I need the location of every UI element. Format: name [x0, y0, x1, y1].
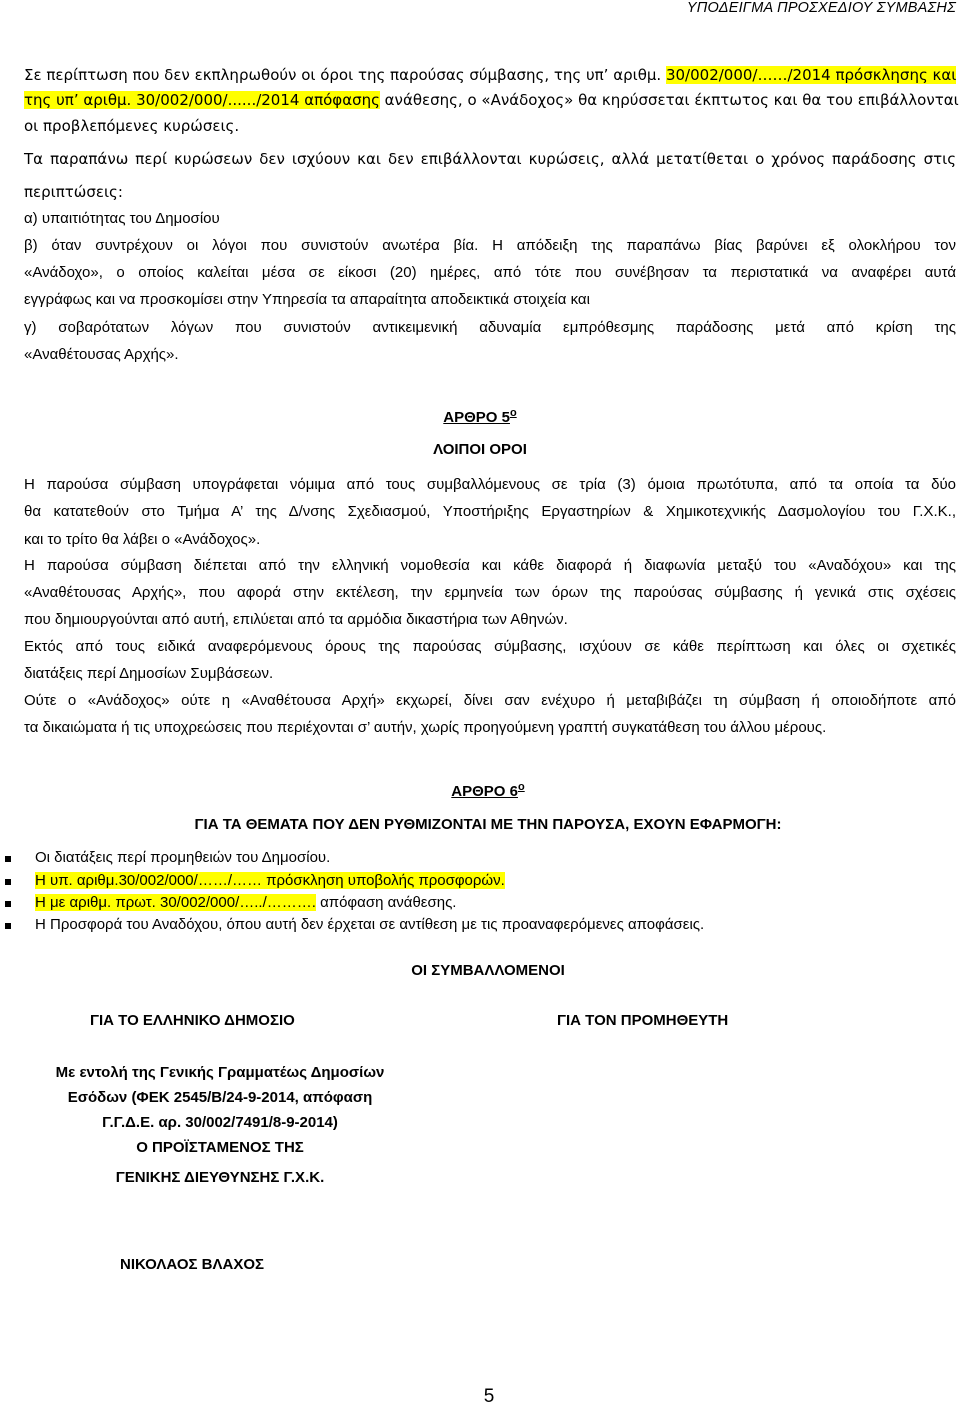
intro-line-5: περιπτώσεις: [24, 183, 123, 201]
list-item-text: Η Προσφορά του Αναδόχου, όπου αυτή δεν έρχεται σε αντίθεση με τις προαναφερόμενες αποφάσεις. [35, 916, 705, 933]
list-item [0, 872, 960, 894]
signatories-title: ΟΙ ΣΥΜΒΑΛΛΟΜΕΝΟΙ [411, 962, 565, 979]
article-5-line-2: θα κατατεθούν στο Τμήμα Α’ της Δ/νσης Σχεδιασμού, Υποστήριξης Εργαστηρίων & Χημικοτεχνικής Δασμολογίου του Γ.Χ.Κ., [24, 503, 956, 520]
article-6-heading-sup: ο [517, 781, 525, 793]
intro-line-3: οι προβλεπόμενες κυρώσεις. [24, 117, 240, 135]
intro-line-6: α) υπαιτιότητας του Δημοσίου [24, 210, 220, 227]
square-bullet-icon [5, 856, 11, 862]
article-5-line-8: διατάξεις περί Δημοσίων Συμβάσεων. [24, 665, 274, 682]
square-bullet-icon [5, 901, 11, 907]
left-party-label: ΓΙΑ ΤΟ ΕΛΛΗΝΙΚΟ ΔΗΜΟΣΙΟ [90, 1012, 295, 1029]
list-item-text: Οι διατάξεις περί προμηθειών του Δημοσίου. [35, 849, 331, 866]
list-item-text [35, 894, 456, 911]
intro-line-2 [24, 91, 959, 109]
article-5-line-5: «Αναθέτουσας Αρχής», που αφορά στην εκτέλεση, την ερμηνεία των όρων της παρούσας σύμβασης ή γενικά στις σχέσεις [24, 584, 956, 601]
article-6-heading [8, 781, 960, 800]
highlighted-reference: 30/002/000/……/2014 πρόσκλησης και [665, 66, 957, 84]
highlighted-reference: Η με αριθμ. πρωτ. 30/002/000/…../………. [35, 894, 316, 911]
page-number: 5 [483, 1386, 495, 1407]
highlighted-reference: της υπ’ αριθμ. 30/002/000/....../2014 απόφασης [24, 91, 380, 109]
authorization-line: ΓΕΝΙΚΗΣ ΔΙΕΥΘΥΝΣΗΣ Γ.Χ.Κ. [115, 1169, 325, 1186]
intro-line-11: «Αναθέτουσας Αρχής». [24, 346, 179, 363]
list-item-tail: απόφαση ανάθεσης. [315, 894, 457, 911]
intro-text: Σε περίπτωση που δεν εκπληρωθούν οι όροι της παρούσας σύμβασης, της υπ’ αριθμ. [24, 66, 666, 84]
authorization-line: Εσόδων (ΦΕΚ 2545/Β/24-9-2014, απόφαση [67, 1089, 373, 1106]
document-header: ΥΠΟΔΕΙΓΜΑ ΠΡΟΣΧΕΔΙΟΥ ΣΥΜΒΑΣΗΣ [686, 0, 956, 16]
intro-line-8: «Ανάδοχο», ο οποίος καλείται μέσα σε είκοσι (20) ημέρες, από τότε που συνέβησαν τα περιστατικά να αναφέρει αυτά [24, 264, 956, 281]
list-item [0, 849, 960, 871]
list-item [0, 916, 960, 938]
list-item-text: Η υπ. αριθμ.30/002/000/……/…… πρόσκληση υποβολής προσφορών. [35, 872, 505, 889]
article-5-line-4: Η παρούσα σύμβαση διέπεται από την ελληνική νομοθεσία και κάθε διαφορά ή διαφωνία μεταξύ του «Αναδόχου» και της [24, 557, 956, 574]
article-5-line-10: τα δικαιώματα ή τις υποχρεώσεις που περιέχονται σ’ αυτήν, χωρίς προηγούμενη γραπτή συγκατάθεση του άλλου μέρους. [24, 719, 827, 736]
square-bullet-icon [5, 879, 11, 885]
intro-line-4: Τα παραπάνω περί κυρώσεων δεν ισχύουν και δεν επιβάλλονται κυρώσεις, αλλά μετατίθεται ο χρόνος παράδοσης στις [24, 150, 956, 168]
intro-line-1 [24, 66, 956, 84]
signatory-name: ΝΙΚΟΛΑΟΣ ΒΛΑΧΟΣ [120, 1256, 265, 1273]
article-5-heading-sup: ο [509, 407, 517, 419]
article-5-line-1: Η παρούσα σύμβαση υπογράφεται νόμιμα από τους συμβαλλόμενους σε τρία (3) όμοια πρωτότυπα, από τα οποία τα δύο [24, 476, 956, 493]
authorization-line: Ο ΠΡΟΪΣΤΑΜΕΝΟΣ ΤΗΣ [136, 1139, 304, 1156]
article-6-heading-text: ΑΡΘΡΟ 6 [451, 783, 518, 800]
article-5-line-6: που δημιουργούνται από αυτή, επιλύεται από τα αρμόδια δικαστήρια των Αθηνών. [24, 611, 568, 628]
square-bullet-icon [5, 923, 11, 929]
intro-line-9: εγγράφως και να προσκομίσει στην Υπηρεσία τα απαραίτητα αποδεικτικά στοιχεία και [24, 291, 590, 308]
right-party-label: ΓΙΑ ΤΟΝ ΠΡΟΜΗΘΕΥΤΗ [557, 1012, 729, 1029]
authorization-line: Γ.Γ.Δ.Ε. αρ. 30/002/7491/8-9-2014) [102, 1114, 338, 1131]
authorization-line: Με εντολή της Γενικής Γραμματέως Δημοσίων [55, 1064, 385, 1081]
article-5-line-9: Ούτε ο «Ανάδοχος» ούτε η «Αναθέτουσα Αρχή» εκχωρεί, δίνει σαν ενέχυρο ή μεταβιβάζει τη σύμβαση ή οποιοδήποτε από [24, 692, 956, 709]
article-5-heading-text: ΑΡΘΡΟ 5 [443, 409, 510, 426]
article-5-heading [0, 407, 960, 426]
article-5-line-7: Εκτός από τους ειδικά αναφερόμενους όρους της παρούσας σύμβασης, ισχύουν σε κάθε περίπτωση και όλες οι σχετικές [24, 638, 956, 655]
intro-line-10: γ) σοβαρότατων λόγων που συνιστούν αντικειμενική αδυναμία εμπρόθεσμης παράδοσης μετά από κρίση της [24, 319, 956, 336]
intro-line-7: β) όταν συντρέχουν οι λόγοι που συνιστούν ανωτέρα βία. Η απόδειξη της παραπάνω βίας βαρύνει εξ ολοκλήρου τον [24, 237, 956, 254]
list-item [0, 894, 960, 916]
article-5-subheading: ΛΟΙΠΟΙ ΟΡΟΙ [433, 441, 527, 458]
article-5-line-3: και το τρίτο θα λάβει ο «Ανάδοχος». [24, 531, 261, 548]
authorization-block [0, 1064, 440, 1194]
intro-text: ανάθεσης, ο «Ανάδοχος» θα κηρύσσεται έκπτωτος και θα του επιβάλλονται [379, 91, 959, 109]
article-6-subheading: ΓΙΑ ΤΑ ΘΕΜΑΤΑ ΠΟΥ ΔΕΝ ΡΥΘΜΙΖΟΝΤΑΙ ΜΕ ΤΗΝ ΠΑΡΟΥΣΑ, ΕΧΟΥΝ ΕΦΑΡΜΟΓΗ: [194, 816, 782, 833]
